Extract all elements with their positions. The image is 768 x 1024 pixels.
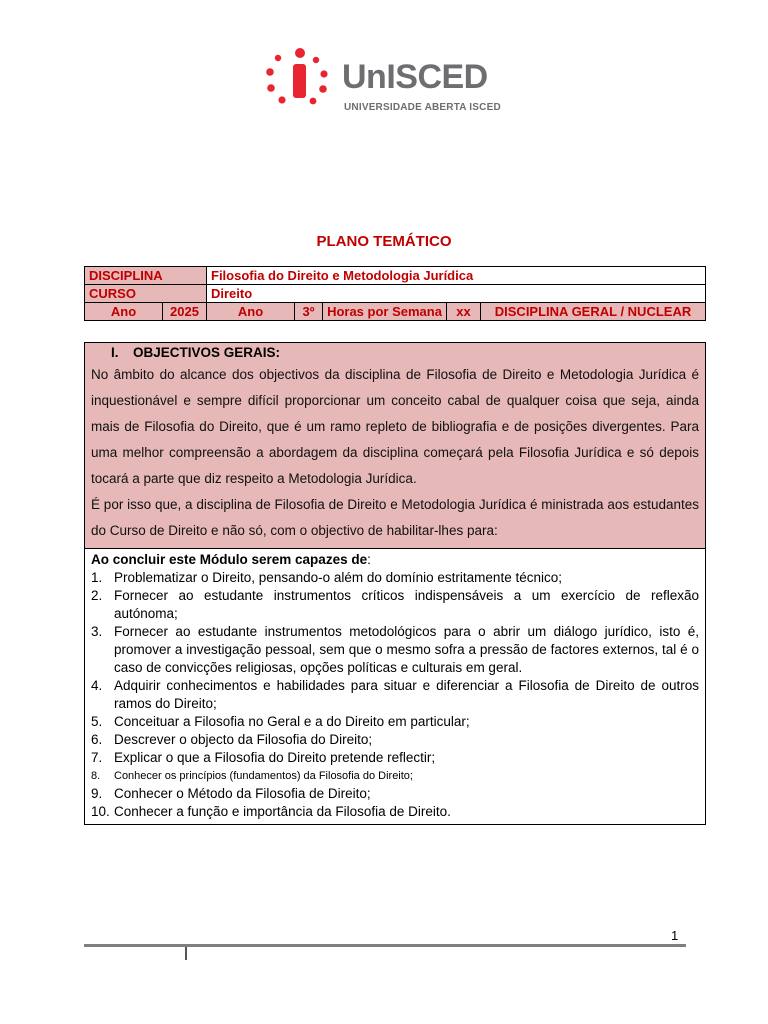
goals-lead [91,551,699,569]
item-number: 10. [91,804,110,819]
objectives-paragraph-1: No âmbito do alcance dos objectivos da disciplina de Filosofia de Direito e Metodologia Jurídica é inquestionável e sempre difícil proporcionar um conceito cabal de qualquer coisa que seja, ainda mais de Filosofia do Direito, que é um ramo repleto de bibliografia e de posições divergentes. Para uma melhor compreensão a abordagem da disciplina começará pela Filosofia Jurídica e só depois tocará a parte que diz respeito a Metodologia Jurídica. [91,367,699,486]
list-item [91,569,699,587]
disciplina-value: Filosofia do Direito e Metodologia Jurídica [207,267,706,285]
list-item [91,677,699,713]
section-title: OBJECTIVOS GERAIS: [133,345,281,360]
item-number: 9. [91,786,103,801]
list-item [91,785,699,803]
ano-label: Ano [85,303,163,321]
item-number: 2. [91,588,103,603]
item-number: 6. [91,732,103,747]
list-item [91,587,699,623]
list-item [91,623,699,677]
item-number: 3. [91,624,103,639]
objectives-paragraph-2: É por isso que, a disciplina de Filosofia de Direito e Metodologia Jurídica é ministrada aos estudantes do Curso de Direito e não só, com o objectivo de habilitar-lhes para: [91,497,699,538]
footer-tick [185,947,187,960]
item-number: 7. [91,750,103,765]
logo-wordmark: UnISCED [342,58,488,96]
item-text: Conhecer a função e importância da Filosofia de Direito. [114,804,451,819]
page-number: 1 [671,928,679,943]
goals-list [91,569,699,821]
objectives-heading [91,345,699,360]
item-text: Adquirir conhecimentos e habilidades para situar e diferenciar a Filosofia de Direito de outros ramos do Direito; [114,678,699,711]
item-text: Conhecer os princípios (fundamentos) da Filosofia do Direito; [114,770,413,782]
item-number: 8. [91,770,101,782]
table-row [85,267,706,285]
ano-value: 2025 [163,303,207,321]
section-number: I. [111,345,119,360]
curso-value: Direito [207,285,706,303]
goals-lead-text: Ao concluir este Módulo serem capazes de [91,552,368,567]
ano-label-2: Ano [207,303,295,321]
item-text: Fornecer ao estudante instrumentos metodológicos para o abrir um diálogo jurídico, isto é, promover a investigação pessoal, sem que o mesmo sofra a pressão de factores externos, tal é o caso de convicções religiosas, opções políticas e culturais em geral. [114,624,699,675]
table-row [85,285,706,303]
list-item [91,767,699,785]
item-text: Explicar o que a Filosofia do Direito pretende reflectir; [114,750,436,765]
item-number: 5. [91,714,103,729]
goals-lead-colon: : [367,552,371,567]
objectives-header [85,343,705,548]
item-text: Conhecer o Método da Filosofia de Direito; [114,786,371,801]
disciplina-label: DISCIPLINA [85,267,207,285]
ano-value-2: 3º [295,303,323,321]
logo-symbol-icon [258,44,338,114]
objectives-list-section [85,548,705,824]
list-item [91,749,699,767]
list-item [91,731,699,749]
course-info-table [84,266,706,321]
item-text: Problematizar o Direito, pensando-o além do domínio estritamente técnico; [114,570,562,585]
disciplina-tipo: DISCIPLINA GERAL / NUCLEAR [481,303,706,321]
unisced-logo [258,44,518,124]
horas-value: xx [447,303,481,321]
item-text: Fornecer ao estudante instrumentos críticos indispensáveis a um exercício de reflexão autónoma; [114,588,699,621]
page-title: PLANO TEMÁTICO [316,233,452,250]
horas-label: Horas por Semana [323,303,447,321]
footer-divider [84,944,686,947]
list-item [91,713,699,731]
list-item [91,803,699,821]
curso-label: CURSO [85,285,207,303]
item-text: Descrever o objecto da Filosofia do Direito; [114,732,373,747]
item-number: 4. [91,678,103,693]
item-text: Conceituar a Filosofia no Geral e a do Direito em particular; [114,714,470,729]
objectives-box [84,342,706,825]
item-number: 1. [91,570,103,585]
table-row [85,303,706,321]
logo-subtitle: UNIVERSIDADE ABERTA ISCED [344,102,501,113]
